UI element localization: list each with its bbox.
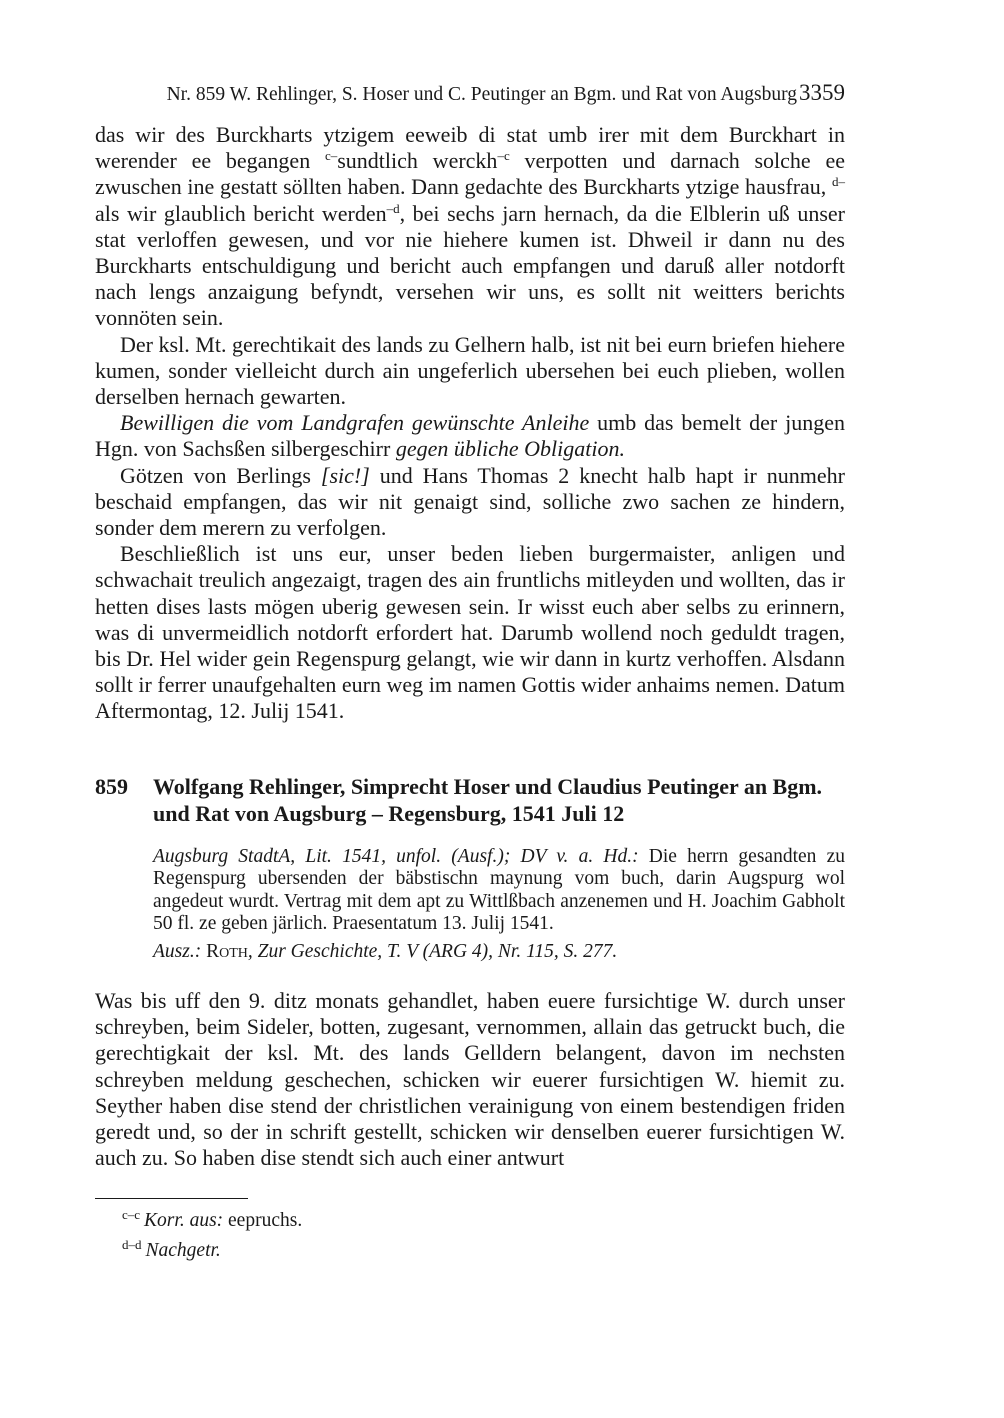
paragraph-1-text-d: als wir glaublich bericht werden [95, 200, 387, 226]
paragraph-2: Der ksl. Mt. gerechtikait des lands zu Gelhern halb, ist nit bei eurn briefen hiehere kumen, sonder vielleicht durch ain ungeferlich ubersehen bei euch plieben, wollen derselben hernach gewarten. [95, 331, 845, 410]
paragraph-1 [95, 122, 845, 332]
footnote-marker-c-close: –c [497, 148, 510, 164]
footnote-d-italic: Nachgetr. [145, 1240, 221, 1261]
paragraph-3-italic-a: Bewilligen die vom Landgrafen gewünschte Anleihe [120, 410, 590, 436]
footnote-d [122, 1233, 302, 1263]
paragraph-4 [95, 463, 845, 542]
paragraph-1-text-c: verpotten und darnach solche ee zwuschen ine gestatt söllten haben. Dann gedachte des Burckharts ytzige hausfrau, [95, 148, 845, 200]
footnote-c [122, 1203, 302, 1233]
paragraph-5: Beschließlich ist uns eur, unser beden lieben burgermaister, anligen und schwachait treulich angezaigt, tragen des ain fruntlichs mitleyden und wollten, das ir hetten dises lasts mögen uberig gewesen sein. Ir wisst euch aber selbs zu erinnern, was di unvermeidlich notdorft erfordert hat. Darumb wollend noch geduldt tragen, bis Dr. Hel wider gein Regenspurg gelangt, wie wir dann in kurtz verhoffen. Alsdann sollt ir ferrer unaufgehalten eurn weg im namen Gottis wider anhaims nemen. Datum Aftermontag, 12. Julij 1541. [95, 541, 845, 724]
paragraph-4-italic: [sic!] [320, 462, 370, 488]
footnotes [122, 1203, 302, 1263]
paragraph-4-text-b: und Hans Thomas 2 knecht halb hapt ir nunmehr beschaid empfangen, das wir nit genaigt sind, solliche zwo sachen ze hindern, sonder dem merern zu verfolgen. [95, 462, 845, 541]
source-note [153, 846, 845, 963]
paragraph-4-text-a: Götzen von Berlings [120, 462, 321, 488]
footnote-c-marker: c–c [122, 1207, 141, 1222]
footnote-c-italic: Korr. aus: [144, 1210, 224, 1231]
running-head-text: Nr. 859 W. Rehlinger, S. Hoser und C. Peutinger an Bgm. und Rat von Augsburg [166, 84, 797, 105]
paragraph-1-text-e: , bei sechs jarn hernach, da die Elblerin uß unser stat verloffen gewesen, und vor nie hiehere kumen ist. Dhweil ir dann nu des Burckharts entschuldigung und bericht auch empfangen und daruß aller notdorft nach lengs anzaigung befyndt, versehen wir uns, es sollt nit weitters berichts vonnöten sein. [95, 200, 845, 331]
paragraph-3-italic-b: gegen übliche Obligation. [395, 436, 625, 462]
source-text: Die herrn gesandten zu Regenspurg ubersenden der bäbstischn maynung vom buch, darin Augspurg wol angedeut wurdt. Vertrag mit dem apt zu Wittlßbach anzenemen und H. Joachim Gabholt 50 fl. ze geben järlich. Praesentatum 13. Julij 1541. [153, 846, 845, 935]
source-paragraph [153, 846, 845, 936]
paragraph-1-text-a: das wir des Burckharts ytzigem eeweib di stat umb irer mit dem Burckhart in werender ee begangen [95, 122, 845, 174]
continued-letter-text [95, 122, 845, 725]
footnote-marker-d-open: d– [832, 174, 845, 190]
footnote-rule [95, 1198, 248, 1199]
paragraph-3-text: umb das bemelt der jungen Hgn. von Sachsßen silbergeschirr [95, 410, 845, 462]
letter-859-text [95, 988, 845, 1171]
excerpt-reference [153, 941, 845, 963]
source-archive: Augsburg StadtA, Lit. 1541, unfol. (Ausf.); DV v. a. Hd.: [153, 846, 639, 867]
paragraph-3 [95, 410, 845, 462]
paragraph-1-text-b: sundtlich werckh [337, 148, 498, 174]
footnote-marker-c-open: c– [324, 148, 338, 164]
document-title: Wolfgang Rehlinger, Simprecht Hoser und Claudius Peutinger an Bgm. und Rat von Augsburg – Regensburg, 1541 Juli 12 [153, 774, 823, 826]
running-head [95, 80, 845, 108]
excerpt-work: , Zur Geschichte, T. V (ARG 4), Nr. 115, S. 277. [247, 940, 618, 962]
document-heading [95, 774, 845, 827]
excerpt-label: Ausz.: [153, 940, 202, 962]
footnote-c-text: eepruchs. [223, 1210, 303, 1231]
page-number: 3359 [799, 80, 845, 105]
footnote-marker-d-close: –d [386, 200, 400, 216]
footnote-d-marker: d–d [122, 1237, 142, 1252]
letter-859-paragraph: Was bis uff den 9. ditz monats gehandlet, haben euere fursichtige W. durch unser schreyben, beim Sideler, botten, zugesant, vernommen, allain das getruckt buch, die gerechtigkait der ksl. Mt. des lands Gelldern belangent, davon im nechsten schreyben meldung geschechen, schicken wir euerer fursichtigen W. hiemit zu. Seyther haben dise stend der christlichen verainigung von einem bestendigen friden geredt und, so der in schrift gestellt, schicken wir denselben euerer fursichtigen W. auch zu. So haben dise stendt sich auch einer antwurt [95, 988, 845, 1171]
document-number: 859 [95, 774, 128, 799]
excerpt-author: Roth [206, 940, 248, 962]
